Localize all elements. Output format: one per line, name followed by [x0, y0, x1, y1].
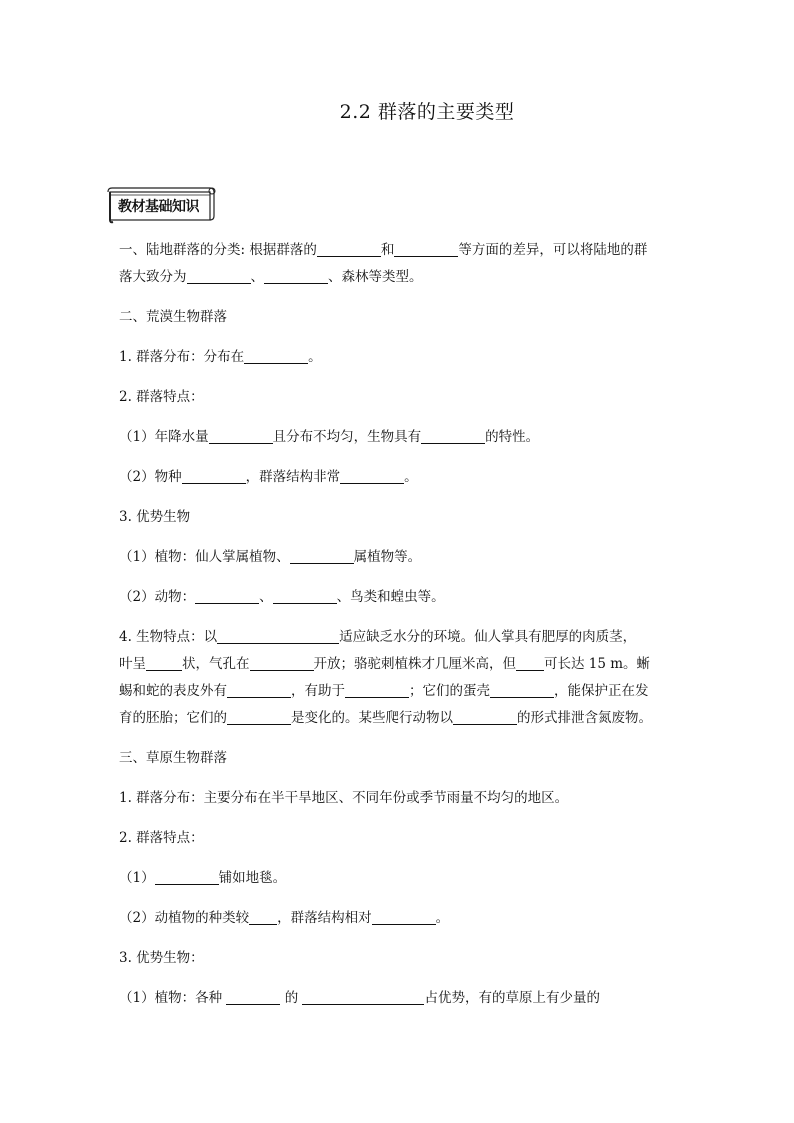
paragraph: （2）动物： 、 、鸟类和蝗虫等。	[119, 589, 445, 605]
fill-blank[interactable]	[249, 910, 277, 925]
page-title: 2.2 群落的主要类型	[339, 101, 515, 123]
paragraph: （1）年降水量 且分布不均匀，生物具有 的特性。	[119, 429, 540, 445]
fill-blank[interactable]	[182, 469, 246, 484]
fill-blank[interactable]	[187, 269, 251, 284]
fill-blank[interactable]	[226, 990, 280, 1005]
paragraph: 一、陆地群落的分类: 根据群落的 和 等方面的差异，可以将陆地的群 落大致分为 、 、森林等类型。	[119, 242, 648, 285]
fill-blank[interactable]	[209, 429, 273, 444]
fill-blank[interactable]	[372, 910, 436, 925]
fill-blank[interactable]	[421, 429, 485, 444]
paragraph: 2. 群落特点：	[119, 389, 204, 405]
section-heading: 三、草原生物群落	[119, 750, 227, 766]
fill-blank[interactable]	[490, 683, 554, 698]
worksheet-body	[119, 237, 679, 1025]
fill-blank[interactable]	[345, 683, 409, 698]
badge-label: 教材基础知识	[118, 199, 199, 215]
fill-blank[interactable]	[317, 242, 381, 257]
paragraph: （1）植物：仙人掌属植物、 属植物等。	[119, 549, 422, 565]
paragraph: 3. 优势生物	[119, 509, 191, 525]
fill-blank[interactable]	[340, 469, 404, 484]
paragraph: 3. 优势生物：	[119, 950, 204, 966]
fill-blank[interactable]	[244, 349, 308, 364]
fill-blank[interactable]	[227, 683, 291, 698]
paragraph: （2）动植物的种类较 ，群落结构相对 。	[119, 910, 450, 926]
fill-blank[interactable]	[146, 656, 182, 671]
fill-blank[interactable]	[155, 870, 219, 885]
fill-blank[interactable]	[453, 710, 517, 725]
fill-blank[interactable]	[250, 656, 314, 671]
fill-blank[interactable]	[394, 242, 458, 257]
paragraph: 1. 群落分布：分布在 。	[119, 349, 322, 365]
paragraph: （2）物种 ，群落结构非常 。	[119, 469, 418, 485]
fill-blank[interactable]	[217, 629, 339, 644]
fill-blank[interactable]	[302, 990, 424, 1005]
section-heading: 二、荒漠生物群落	[119, 309, 227, 325]
paragraph: （1） 铺如地毯。	[119, 870, 287, 886]
section-badge	[106, 186, 214, 222]
paragraph: 4. 生物特点：以 适应缺乏水分的环境。仙人掌具有肥厚的肉质茎， 叶呈 状，气孔在 开放；骆驼刺植株才几厘米高，但 可长达 15 m。蜥 蜴和蛇的表皮外有 ，有助于 ；它们的蛋壳 ，能保护正在发 育的胚胎；它们的 是变化的。某些爬行动物以 的形式排泄含氮废物。	[119, 629, 652, 726]
fill-blank[interactable]	[264, 269, 328, 284]
fill-blank[interactable]	[227, 710, 291, 725]
fill-blank[interactable]	[195, 589, 259, 604]
paragraph: （1）植物：各种 的 占优势，有的草原上有少量的	[119, 990, 600, 1006]
fill-blank[interactable]	[516, 656, 544, 671]
fill-blank[interactable]	[273, 589, 337, 604]
fill-blank[interactable]	[290, 549, 354, 564]
paragraph: 1. 群落分布：主要分布在半干旱地区、不同年份或季节雨量不均匀的地区。	[119, 790, 569, 806]
paragraph: 2. 群落特点：	[119, 830, 204, 846]
